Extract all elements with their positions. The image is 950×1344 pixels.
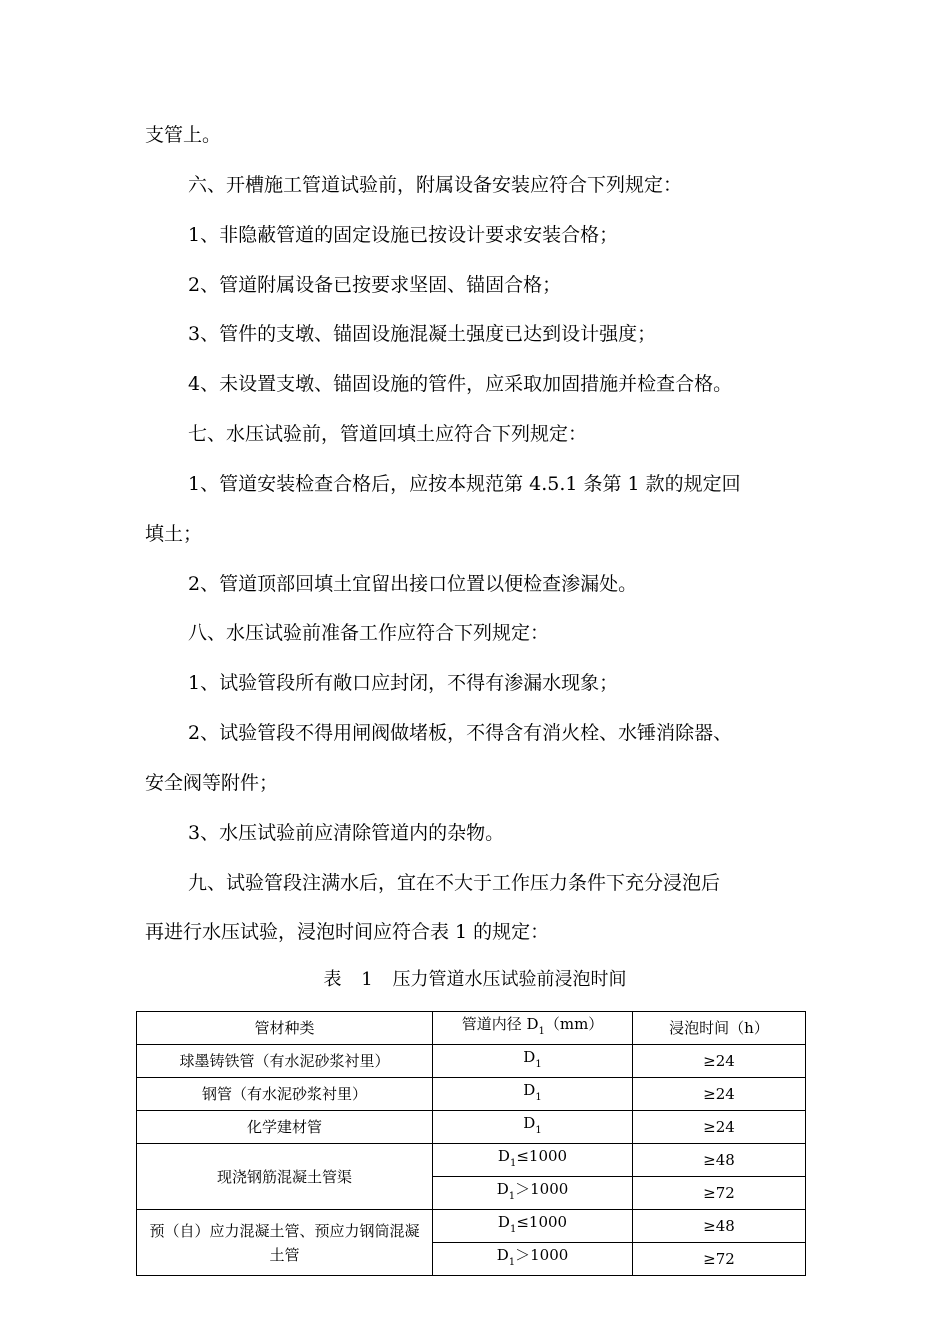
table-row bbox=[137, 1078, 806, 1111]
list-item: 2、管道附属设备已按要求坚固、锚固合格； bbox=[188, 274, 562, 296]
list-item: 3、管件的支墩、锚固设施混凝土强度已达到设计强度； bbox=[188, 323, 657, 345]
table-row bbox=[137, 1210, 806, 1243]
table-caption: 表 1 压力管道水压试验前浸泡时间 bbox=[323, 969, 627, 990]
table-row bbox=[137, 1111, 806, 1144]
list-item: 3、水压试验前应清除管道内的杂物。 bbox=[188, 822, 505, 844]
list-item-continuation: 填土； bbox=[145, 523, 203, 545]
table-row bbox=[137, 1144, 806, 1177]
cell-diameter: $D_1\le 1000$ bbox=[433, 1210, 633, 1243]
header-time: 浸泡时间（h） bbox=[633, 1012, 806, 1045]
cell-time: ≥24 bbox=[633, 1078, 806, 1111]
section-heading-6: 六、开槽施工管道试验前，附属设备安装应符合下列规定： bbox=[188, 174, 683, 196]
header-diameter bbox=[433, 1012, 633, 1045]
cell-diameter: $D_1$ bbox=[433, 1078, 633, 1111]
soak-time-table bbox=[136, 1011, 806, 1276]
list-item: 1、试验管段所有敞口应封闭，不得有渗漏水现象； bbox=[188, 672, 619, 694]
cell-time: ≥48 bbox=[633, 1144, 806, 1177]
header-diameter-unit: （mm） bbox=[544, 1015, 604, 1033]
list-item: 1、管道安装检查合格后，应按本规范第 4.5.1 条第 1 款的规定回 bbox=[188, 473, 741, 495]
cell-material: 预（自）应力混凝土管、预应力钢筒混凝土管 bbox=[137, 1210, 433, 1276]
header-diameter-prefix: 管道内径 D bbox=[461, 1015, 539, 1033]
header-material: 管材种类 bbox=[137, 1012, 433, 1045]
list-item-continuation: 安全阀等附件； bbox=[145, 772, 279, 794]
paragraph: 支管上。 bbox=[145, 124, 222, 146]
cell-time: ≥24 bbox=[633, 1111, 806, 1144]
list-item: 4、未设置支墩、锚固设施的管件，应采取加固措施并检查合格。 bbox=[188, 373, 733, 395]
header-diameter-subscript: 1 bbox=[538, 1026, 545, 1037]
cell-time: ≥24 bbox=[633, 1045, 806, 1078]
cell-material: 化学建材管 bbox=[137, 1111, 433, 1144]
cell-diameter: $D_1>1000$ bbox=[433, 1243, 633, 1276]
cell-diameter: $D_1\le 1000$ bbox=[433, 1144, 633, 1177]
cell-time: ≥48 bbox=[633, 1210, 806, 1243]
list-item: 1、非隐蔽管道的固定设施已按设计要求安装合格； bbox=[188, 224, 619, 246]
table-row bbox=[137, 1045, 806, 1078]
cell-material: 钢管（有水泥砂浆衬里） bbox=[137, 1078, 433, 1111]
table-header-row bbox=[137, 1012, 806, 1045]
cell-time: ≥72 bbox=[633, 1177, 806, 1210]
cell-time: ≥72 bbox=[633, 1243, 806, 1276]
cell-diameter: $D_1>1000$ bbox=[433, 1177, 633, 1210]
section-heading-8: 八、水压试验前准备工作应符合下列规定： bbox=[188, 622, 550, 644]
cell-diameter: $D_1$ bbox=[433, 1045, 633, 1078]
section-heading-7: 七、水压试验前，管道回填土应符合下列规定： bbox=[188, 423, 588, 445]
paragraph-continuation: 再进行水压试验，浸泡时间应符合表 1 的规定： bbox=[145, 921, 550, 943]
list-item: 2、试验管段不得用闸阀做堵板，不得含有消火栓、水锤消除器、 bbox=[188, 722, 733, 744]
section-heading-9: 九、试验管段注满水后，宜在不大于工作压力条件下充分浸泡后 bbox=[188, 872, 721, 894]
cell-diameter: $D_1$ bbox=[433, 1111, 633, 1144]
cell-material: 现浇钢筋混凝土管渠 bbox=[137, 1144, 433, 1210]
cell-material: 球墨铸铁管（有水泥砂浆衬里） bbox=[137, 1045, 433, 1078]
list-item: 2、管道顶部回填土宜留出接口位置以便检查渗漏处。 bbox=[188, 573, 638, 595]
